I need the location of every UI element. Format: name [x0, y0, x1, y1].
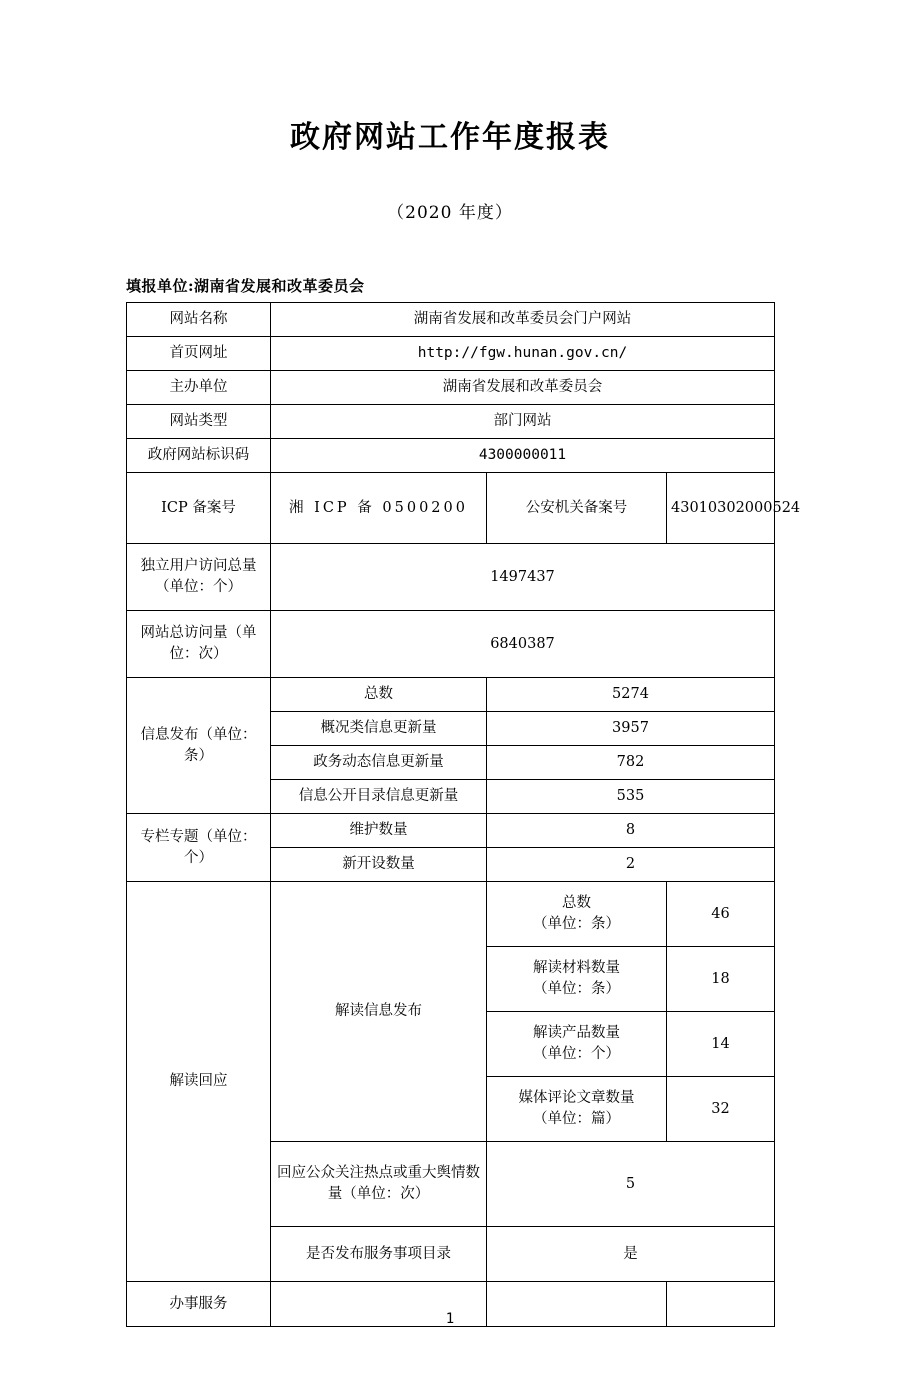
table-row: [127, 814, 775, 848]
interpret-item-name-line2: （单位：条）: [533, 981, 620, 998]
interpret-item-name-line1: 媒体评论文章数量: [518, 1090, 635, 1107]
info-publish-item-name: 政务动态信息更新量: [271, 746, 487, 780]
page-title: 政府网站工作年度报表: [290, 120, 610, 155]
info-publish-item-name: 概况类信息更新量: [271, 712, 487, 746]
unique-visitors-label: 独立用户访问总量（单位：个）: [127, 544, 271, 611]
interpret-response-label: 解读回应: [127, 882, 271, 1282]
interpret-item-name: [487, 1012, 667, 1077]
annual-report-table: [126, 302, 801, 1327]
sponsor-label: 主办单位: [127, 371, 271, 405]
site-type-label: 网站类型: [127, 405, 271, 439]
info-publish-label: 信息发布（单位：条）: [127, 678, 271, 814]
interpret-item-name-line1: 解读产品数量: [533, 1025, 620, 1042]
police-record-value: 43010302000524: [667, 473, 775, 544]
page-subtitle: （2020 年度）: [387, 203, 513, 223]
total-visits-value: 6840387: [271, 611, 775, 678]
site-code-value: 4300000011: [271, 439, 775, 473]
unique-visitors-value: 1497437: [271, 544, 775, 611]
service-section-label: 办事服务: [127, 1282, 271, 1327]
table-row: [127, 303, 775, 337]
site-type-value: 部门网站: [271, 405, 775, 439]
interpret-item-name: [487, 1077, 667, 1142]
filler-unit-label: 填报单位:湖南省发展和改革委员会: [126, 277, 365, 295]
table-row: [127, 544, 775, 611]
column-topic-item-name: 新开设数量: [271, 848, 487, 882]
info-publish-item-value: 535: [487, 780, 775, 814]
table-row: [127, 882, 775, 947]
total-visits-label: 网站总访问量（单位：次）: [127, 611, 271, 678]
interpret-item-name-line2: （单位：条）: [533, 916, 620, 933]
info-publish-item-value: 3957: [487, 712, 775, 746]
sponsor-value: 湖南省发展和改革委员会: [271, 371, 775, 405]
icp-value: 湘 ICP 备 0500200: [271, 473, 487, 544]
info-publish-item-name: 总数: [271, 678, 487, 712]
interpret-item-name-line2: （单位：个）: [533, 1046, 620, 1063]
interpret-item-name-line2: （单位：篇）: [533, 1111, 620, 1128]
table-row: [127, 473, 775, 544]
table-row: [127, 678, 775, 712]
interpret-item-name-line1: 总数: [562, 895, 591, 912]
site-code-label: 政府网站标识码: [127, 439, 271, 473]
column-topic-label: 专栏专题（单位：个）: [127, 814, 271, 882]
interpret-item-name-line1: 解读材料数量: [533, 960, 620, 977]
site-name-value: 湖南省发展和改革委员会门户网站: [271, 303, 775, 337]
interpret-publish-label: 解读信息发布: [271, 882, 487, 1142]
police-record-label: 公安机关备案号: [487, 473, 667, 544]
table-row: [127, 337, 775, 371]
homepage-label: 首页网址: [127, 337, 271, 371]
document-page: [0, 112, 900, 1385]
info-publish-item-name: 信息公开目录信息更新量: [271, 780, 487, 814]
info-publish-item-value: 782: [487, 746, 775, 780]
public-response-value: 5: [487, 1142, 775, 1227]
service-catalog-label: 是否发布服务事项目录: [271, 1227, 487, 1282]
column-topic-item-value: 8: [487, 814, 775, 848]
interpret-item-value: 18: [667, 947, 775, 1012]
table-row: [127, 371, 775, 405]
table-row: [127, 405, 775, 439]
homepage-value: http://fgw.hunan.gov.cn/: [271, 337, 775, 371]
interpret-item-value: 14: [667, 1012, 775, 1077]
public-response-label: 回应公众关注热点或重大舆情数量（单位：次）: [271, 1142, 487, 1227]
service-catalog-value: 是: [487, 1227, 775, 1282]
column-topic-item-name: 维护数量: [271, 814, 487, 848]
interpret-item-value: 32: [667, 1077, 775, 1142]
interpret-item-value: 46: [667, 882, 775, 947]
interpret-item-name: [487, 882, 667, 947]
icp-label: ICP 备案号: [127, 473, 271, 544]
page-number: 1: [445, 1311, 455, 1327]
table-row: [127, 611, 775, 678]
column-topic-item-value: 2: [487, 848, 775, 882]
info-publish-item-value: 5274: [487, 678, 775, 712]
interpret-item-name: [487, 947, 667, 1012]
table-row: [127, 439, 775, 473]
site-name-label: 网站名称: [127, 303, 271, 337]
